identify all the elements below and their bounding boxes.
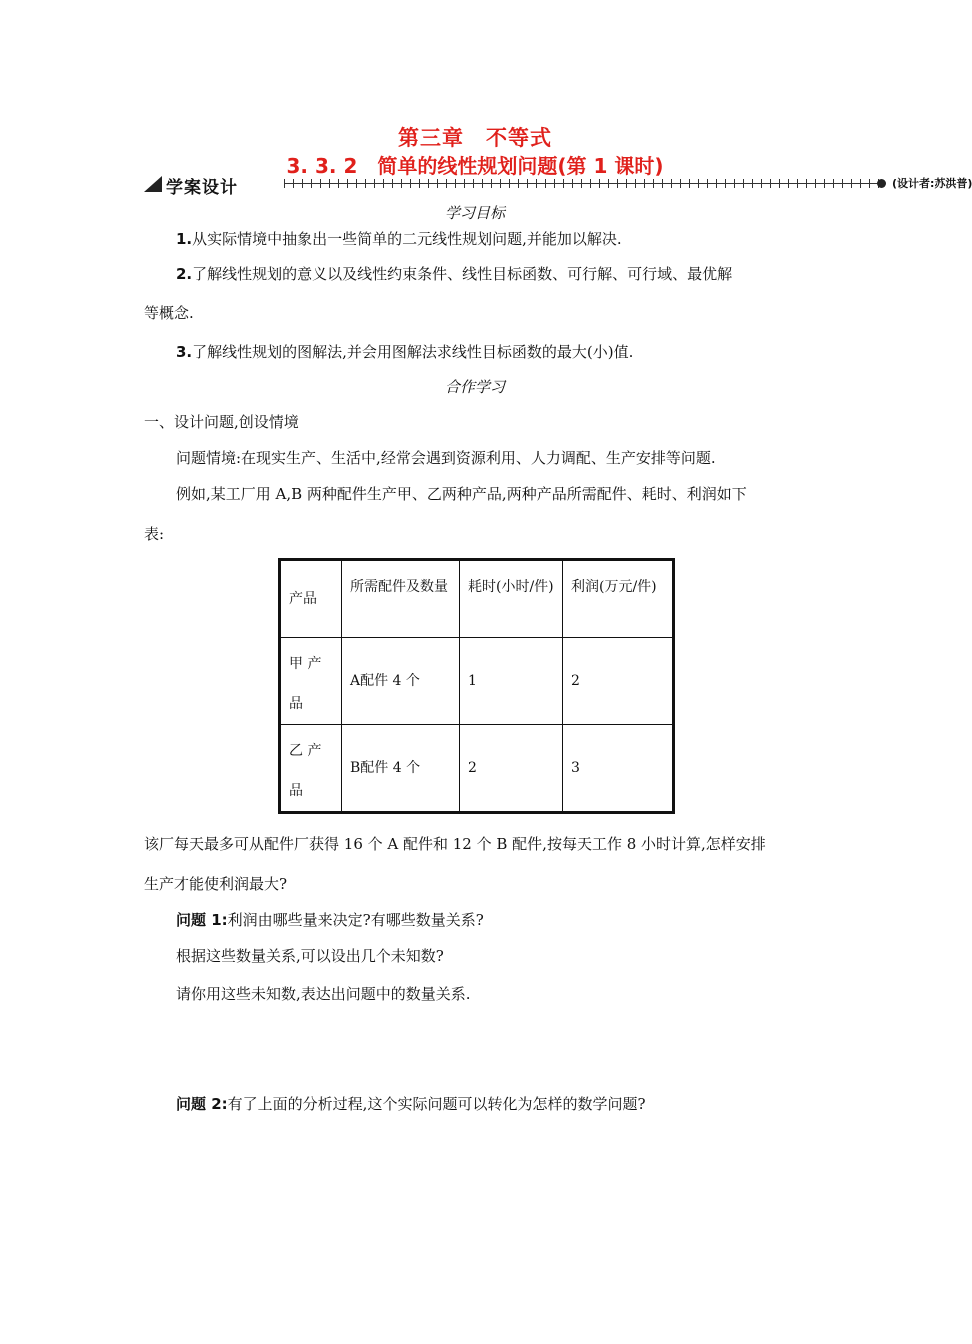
banner-tick <box>860 179 861 188</box>
banner-tick <box>608 179 609 188</box>
question-1: 问题 1:利润由哪些量来决定?有哪些数量关系? <box>176 911 484 929</box>
section-one-heading: 一、设计问题,创设情境 <box>144 413 299 431</box>
question-1-followup: 根据这些数量关系,可以设出几个未知数? <box>176 947 444 965</box>
goal-item-2: 2.了解线性规划的意义以及线性约束条件、线性目标函数、可行解、可行域、最优解 <box>176 265 733 283</box>
goals-heading: 学习目标 <box>444 204 505 222</box>
table-cell: 乙 产 品 <box>280 725 342 813</box>
banner-tick <box>725 179 726 188</box>
banner-tick <box>356 179 357 188</box>
banner-tick <box>419 179 420 188</box>
banner-tick <box>284 179 285 188</box>
banner-tick <box>338 179 339 188</box>
banner-tick <box>545 179 546 188</box>
banner-tick <box>329 179 330 188</box>
banner-tick <box>869 179 870 188</box>
lesson-title: 3. 3. 2 简单的线性规划问题(第 1 课时) <box>286 154 664 178</box>
table-cell: 2 <box>563 638 674 725</box>
banner-tick <box>824 179 825 188</box>
problem-text-continued: 生产才能使利润最大? <box>144 875 288 893</box>
banner-tick <box>410 179 411 188</box>
banner-tick <box>680 179 681 188</box>
banner-tick <box>527 179 528 188</box>
table-cell: 2 <box>460 725 563 813</box>
banner-tick <box>446 179 447 188</box>
table-cell: 1 <box>460 638 563 725</box>
banner-tick <box>491 179 492 188</box>
banner-tick <box>365 179 366 188</box>
banner-tick <box>383 179 384 188</box>
problem-text: 该厂每天最多可从配件厂获得 16 个 A 配件和 12 个 B 配件,按每天工作 8 小时计算,怎样安排 <box>144 835 766 853</box>
banner-tick <box>797 179 798 188</box>
banner-tick <box>572 179 573 188</box>
banner-tick <box>374 179 375 188</box>
banner-tick <box>734 179 735 188</box>
section-banner: 学案设计 (设计者:苏洪普) <box>144 172 864 196</box>
banner-tick <box>302 179 303 188</box>
chapter-title: 第三章 不等式 <box>398 126 552 150</box>
banner-tick <box>617 179 618 188</box>
banner-tick <box>806 179 807 188</box>
banner-tick <box>815 179 816 188</box>
banner-tick <box>509 179 510 188</box>
example-text: 例如,某工厂用 A,B 两种配件生产甲、乙两种产品,两种产品所需配件、耗时、利润如下 <box>176 485 747 503</box>
table-cell: 甲 产 品 <box>280 638 342 725</box>
banner-tick <box>536 179 537 188</box>
table-header-row <box>280 560 674 638</box>
banner-tick <box>761 179 762 188</box>
banner-tick <box>698 179 699 188</box>
goal-item-3: 3.了解线性规划的图解法,并会用图解法求线性目标函数的最大(小)值. <box>176 343 634 361</box>
question-2: 问题 2:有了上面的分析过程,这个实际问题可以转化为怎样的数学问题? <box>176 1095 646 1113</box>
banner-tick <box>590 179 591 188</box>
table-header-cell: 产品 <box>280 560 342 638</box>
banner-tick <box>473 179 474 188</box>
table-cell: 3 <box>563 725 674 813</box>
banner-tick <box>401 179 402 188</box>
banner-tick <box>428 179 429 188</box>
banner-tick <box>311 179 312 188</box>
banner-tick <box>437 179 438 188</box>
banner-tick <box>689 179 690 188</box>
table-header-cell: 所需配件及数量 <box>342 560 460 638</box>
banner-tick <box>851 179 852 188</box>
banner-tick <box>563 179 564 188</box>
banner-tick <box>770 179 771 188</box>
banner-tick <box>347 179 348 188</box>
banner-tick <box>482 179 483 188</box>
banner-tick <box>518 179 519 188</box>
table-cell: A配件 4 个 <box>342 638 460 725</box>
designer-credit: (设计者:苏洪普) <box>892 177 972 190</box>
coop-heading: 合作学习 <box>444 378 505 396</box>
banner-tick <box>716 179 717 188</box>
example-text-continued: 表: <box>144 525 165 543</box>
banner-triangle-icon <box>144 176 162 192</box>
banner-tick <box>833 179 834 188</box>
banner-tick <box>671 179 672 188</box>
banner-tick <box>752 179 753 188</box>
table-cell: B配件 4 个 <box>342 725 460 813</box>
goal-item-2-continued: 等概念. <box>144 304 194 322</box>
table-row <box>280 725 674 813</box>
banner-tick <box>500 179 501 188</box>
table-row <box>280 638 674 725</box>
banner-tick <box>779 179 780 188</box>
banner-tick <box>455 179 456 188</box>
banner-tick <box>320 179 321 188</box>
banner-tick <box>581 179 582 188</box>
banner-tick <box>635 179 636 188</box>
banner-ticks <box>284 179 880 188</box>
table-header-cell: 耗时(小时/件) <box>460 560 563 638</box>
banner-tick <box>743 179 744 188</box>
banner-tick <box>788 179 789 188</box>
banner-tick <box>554 179 555 188</box>
banner-tick <box>599 179 600 188</box>
table-header-cell: 利润(万元/件) <box>563 560 674 638</box>
banner-tick <box>842 179 843 188</box>
banner-tick <box>392 179 393 188</box>
banner-dot-icon <box>877 179 886 188</box>
banner-tick <box>626 179 627 188</box>
banner-tick <box>293 179 294 188</box>
banner-tick <box>707 179 708 188</box>
banner-tick <box>644 179 645 188</box>
banner-tick <box>653 179 654 188</box>
question-1-instruction: 请你用这些未知数,表达出问题中的数量关系. <box>176 985 471 1003</box>
banner-tick <box>464 179 465 188</box>
goal-item-1: 1.从实际情境中抽象出一些简单的二元线性规划问题,并能加以解决. <box>176 230 622 248</box>
banner-tick <box>662 179 663 188</box>
situation-text: 问题情境:在现实生产、生活中,经常会遇到资源利用、人力调配、生产安排等问题. <box>176 449 716 467</box>
product-table <box>278 558 675 814</box>
